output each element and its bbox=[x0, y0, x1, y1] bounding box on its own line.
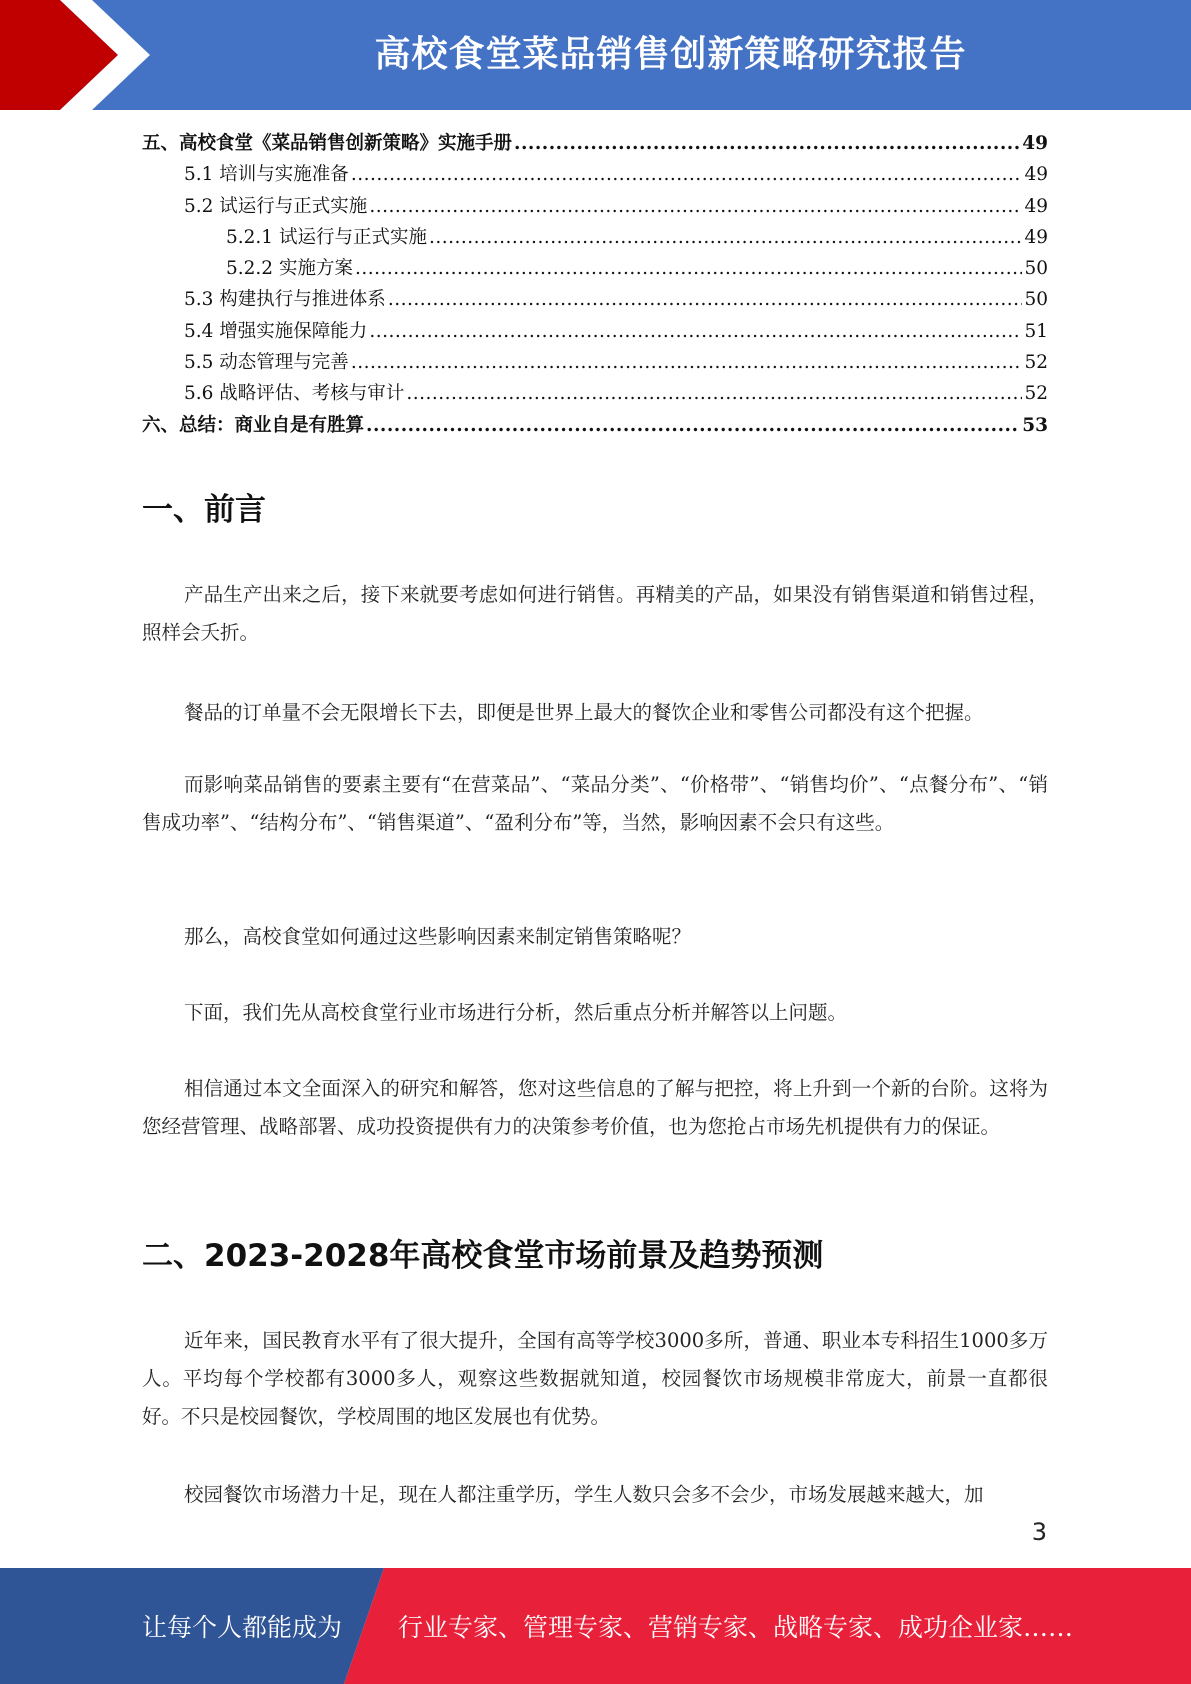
toc-dot-leader bbox=[388, 284, 1023, 315]
toc-entry-page: 52 bbox=[1024, 352, 1048, 374]
section-heading-preface: 一、前言 bbox=[142, 492, 266, 528]
toc-entry[interactable] bbox=[142, 191, 1048, 222]
toc-entry-page: 50 bbox=[1024, 289, 1048, 311]
toc-dot-leader bbox=[366, 410, 1020, 441]
toc-entry-title: 五、高校食堂《菜品销售创新策略》实施手册 bbox=[142, 133, 513, 154]
toc-dot-leader bbox=[406, 378, 1022, 409]
toc-entry-title: 5.6 战略评估、考核与审计 bbox=[184, 383, 405, 405]
toc-entry[interactable] bbox=[142, 159, 1048, 190]
toc-entry-page: 49 bbox=[1022, 133, 1048, 154]
toc-entry-page: 51 bbox=[1024, 320, 1048, 342]
toc-dot-leader bbox=[351, 347, 1023, 378]
toc-entry-title: 5.3 构建执行与推进体系 bbox=[184, 289, 386, 311]
page-header bbox=[0, 0, 1191, 110]
toc-entry[interactable] bbox=[142, 253, 1048, 284]
report-title: 高校食堂菜品销售创新策略研究报告 bbox=[374, 34, 967, 75]
table-of-contents bbox=[142, 128, 1048, 441]
toc-dot-leader bbox=[369, 316, 1022, 347]
toc-entry-page: 49 bbox=[1024, 164, 1048, 186]
toc-entry[interactable] bbox=[142, 316, 1048, 347]
toc-dot-leader bbox=[514, 128, 1020, 159]
toc-entry[interactable] bbox=[142, 410, 1048, 441]
toc-dot-leader bbox=[429, 222, 1022, 253]
toc-entry-page: 49 bbox=[1024, 195, 1048, 217]
toc-entry-page: 49 bbox=[1024, 226, 1048, 248]
paragraph: 产品生产出来之后，接下来就要考虑如何进行销售。再精美的产品，如果没有销售渠道和销售过程，照样会夭折。 bbox=[142, 583, 1048, 644]
section-heading-market-outlook: 二、2023-2028年高校食堂市场前景及趋势预测 bbox=[142, 1238, 824, 1274]
toc-entry[interactable] bbox=[142, 128, 1048, 159]
toc-entry[interactable] bbox=[142, 284, 1048, 315]
toc-entry[interactable] bbox=[142, 378, 1048, 409]
toc-entry-title: 5.4 增强实施保障能力 bbox=[184, 320, 368, 342]
toc-dot-leader bbox=[355, 253, 1023, 284]
toc-entry-title: 六、总结：商业自是有胜算 bbox=[142, 414, 365, 436]
toc-entry[interactable] bbox=[142, 347, 1048, 378]
toc-entry-title: 5.2 试运行与正式实施 bbox=[184, 195, 368, 217]
paragraph: 下面，我们先从高校食堂行业市场进行分析，然后重点分析并解答以上问题。 bbox=[184, 1001, 848, 1024]
paragraph: 而影响菜品销售的要素主要有“在营菜品”、“菜品分类”、“价格带”、“销售均价”、“点餐分布”、“销售成功率”、“结构分布”、“销售渠道”、“盈利分布”等，当然，影响因素不会只有这些。 bbox=[142, 773, 1048, 834]
footer-slogan-right: 行业专家、管理专家、营销专家、战略专家、成功企业家…… bbox=[398, 1613, 1074, 1642]
toc-entry-title: 5.5 动态管理与完善 bbox=[184, 352, 349, 374]
toc-entry-title: 5.1 培训与实施准备 bbox=[184, 164, 349, 186]
toc-dot-leader bbox=[351, 159, 1023, 190]
paragraph: 近年来，国民教育水平有了很大提升，全国有高等学校3000多所，普通、职业本专科招生1000多万人。平均每个学校都有3000多人，观察这些数据就知道，校园餐饮市场规模非常庞大，前景一直都很好。不只是校园餐饮，学校周围的地区发展也有优势。 bbox=[142, 1329, 1048, 1428]
toc-entry-page: 50 bbox=[1024, 258, 1048, 280]
toc-entry[interactable] bbox=[142, 222, 1048, 253]
page-footer bbox=[0, 1568, 1191, 1684]
paragraph: 相信通过本文全面深入的研究和解答，您对这些信息的了解与把控，将上升到一个新的台阶。这将为您经营管理、战略部署、成功投资提供有力的决策参考价值，也为您抢占市场先机提供有力的保证。 bbox=[142, 1077, 1048, 1138]
header-arrow-decoration bbox=[0, 0, 170, 110]
paragraph: 那么，高校食堂如何通过这些影响因素来制定销售策略呢？ bbox=[184, 925, 692, 948]
toc-entry-page: 53 bbox=[1022, 414, 1048, 436]
paragraph: 餐品的订单量不会无限增长下去，即便是世界上最大的餐饮企业和零售公司都没有这个把握。 bbox=[184, 701, 984, 724]
toc-entry-title: 5.2.2 实施方案 bbox=[226, 258, 353, 280]
page-number: 3 bbox=[1031, 1518, 1047, 1546]
toc-dot-leader bbox=[369, 191, 1022, 222]
toc-entry-page: 52 bbox=[1024, 383, 1048, 405]
toc-entry-title: 5.2.1 试运行与正式实施 bbox=[226, 226, 427, 248]
footer-slogan-left: 让每个人都能成为 bbox=[142, 1613, 343, 1642]
paragraph: 校园餐饮市场潜力十足，现在人都注重学历，学生人数只会多不会少，市场发展越来越大，加 bbox=[184, 1483, 984, 1506]
